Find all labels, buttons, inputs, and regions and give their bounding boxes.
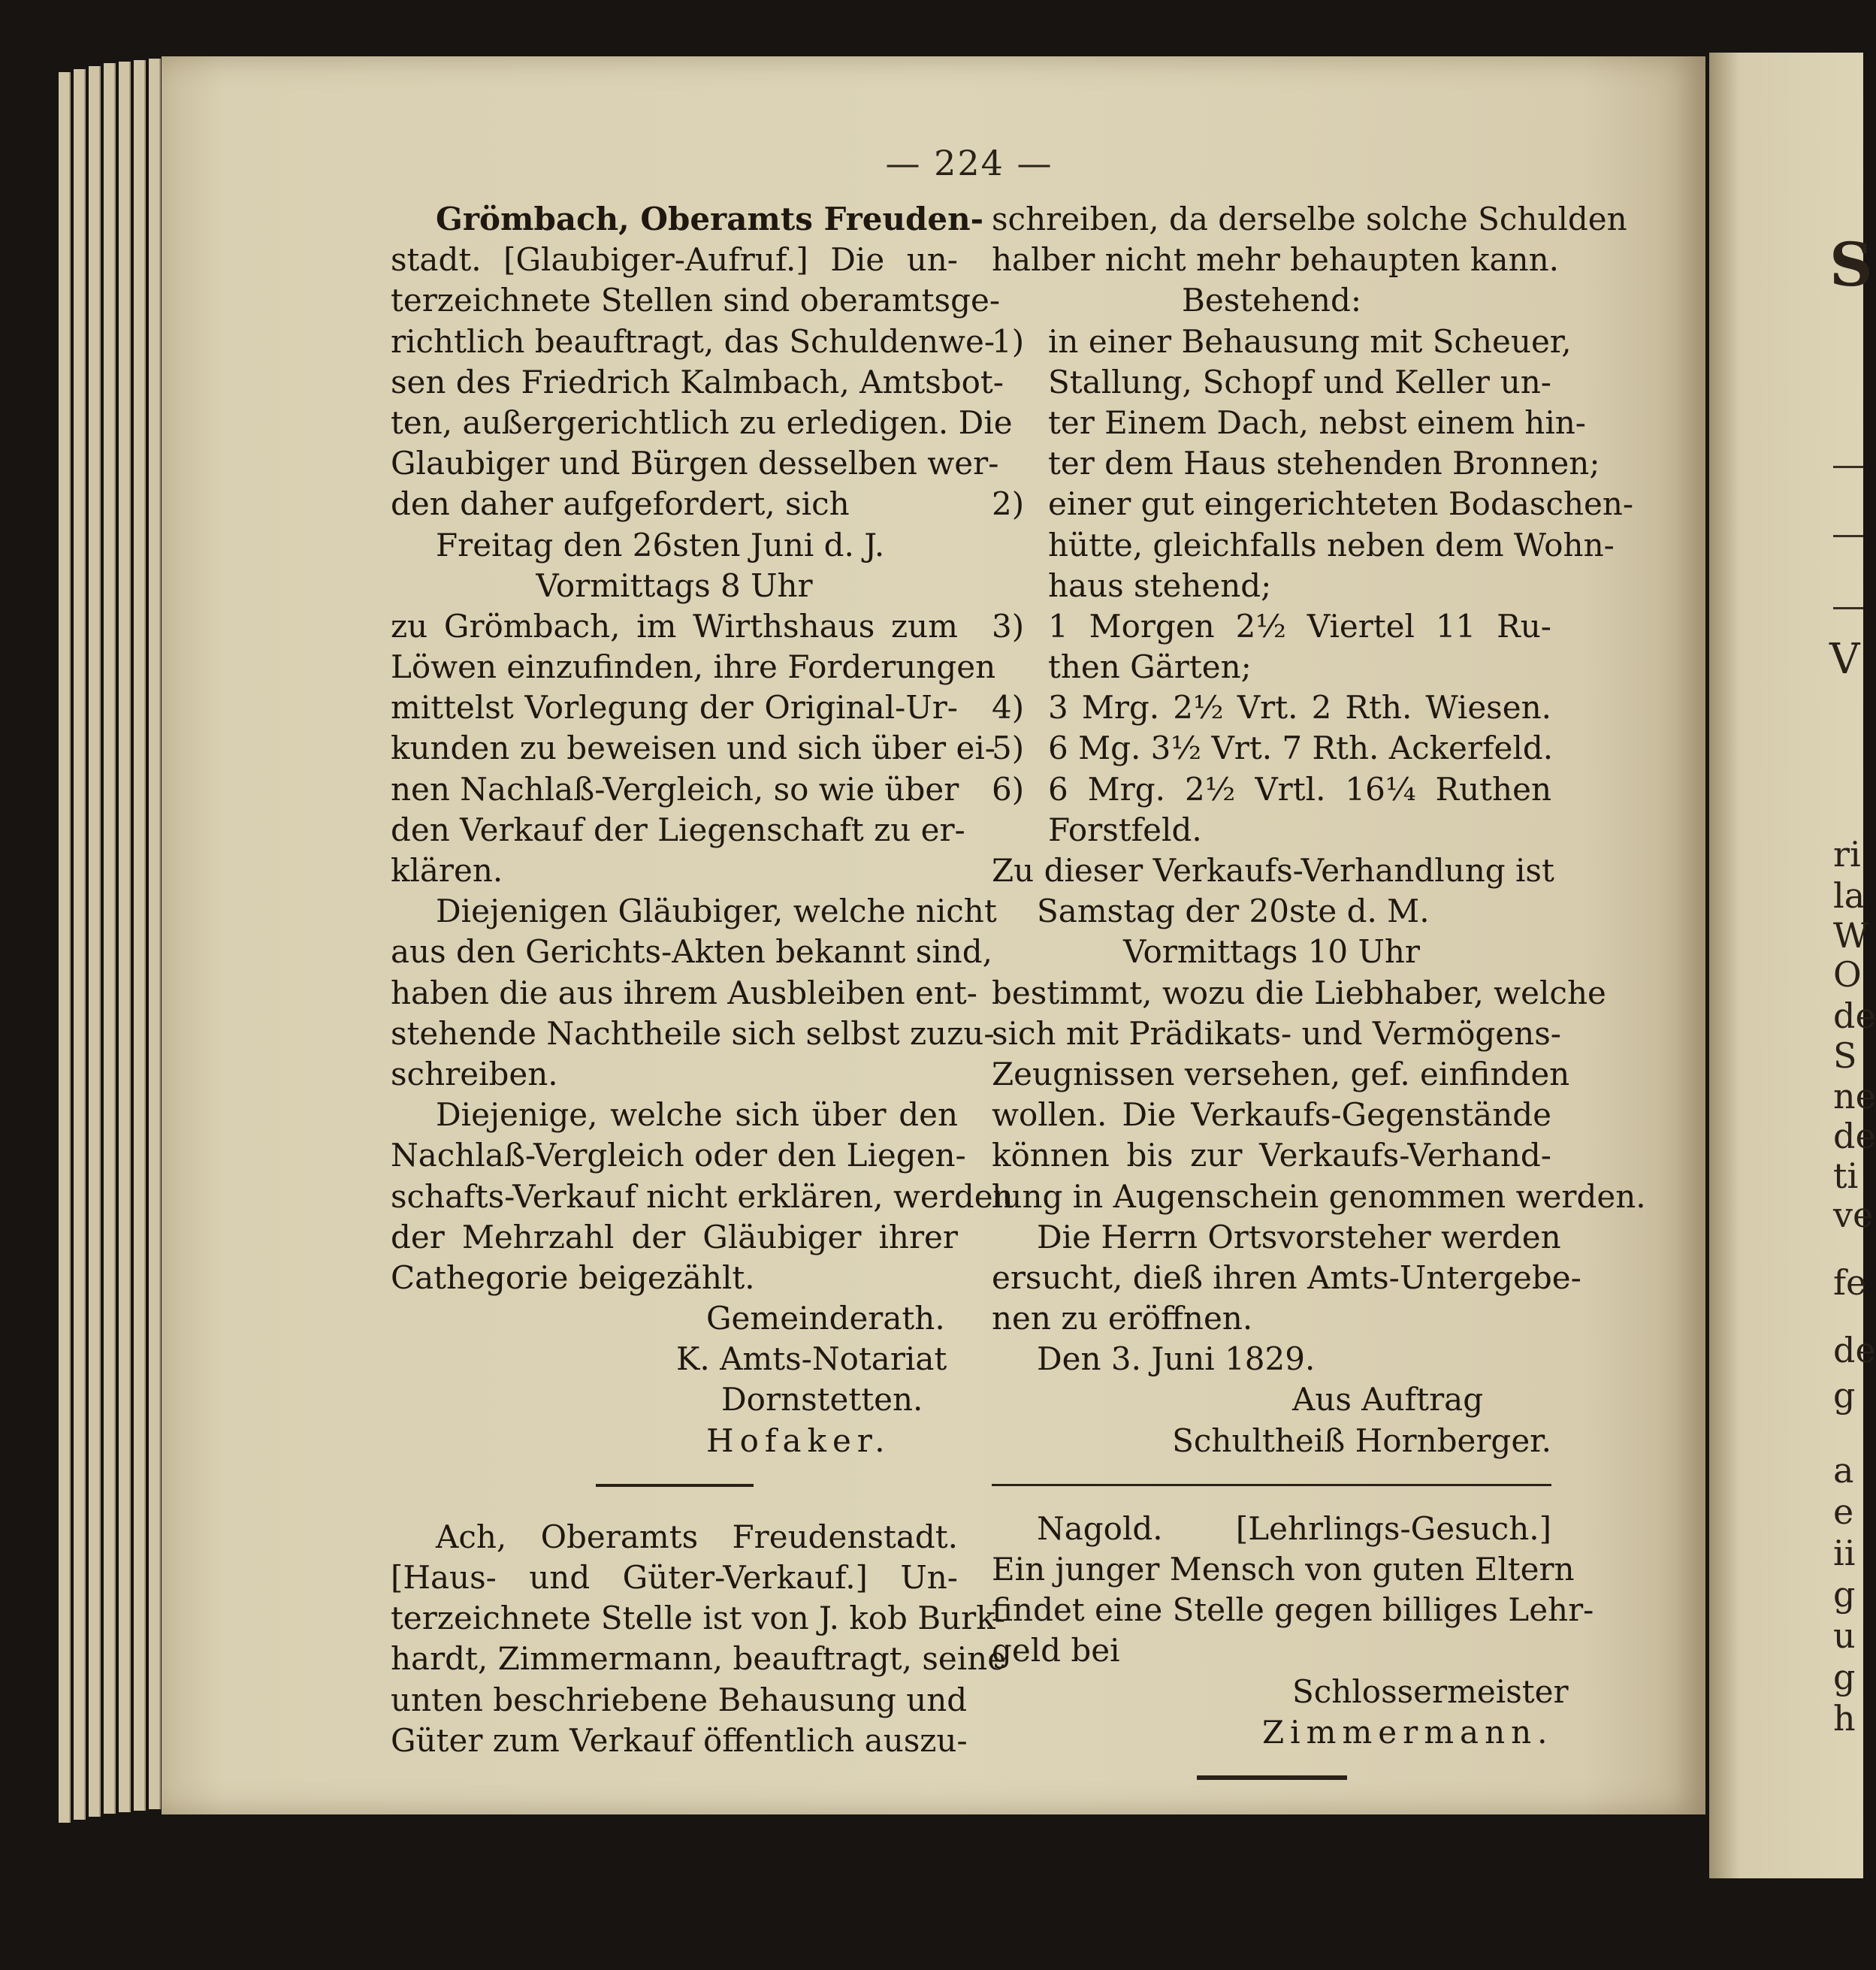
signature-line: Aus Auftrag (1292, 1381, 1484, 1419)
text-line: Cathegorie beigezählt. (391, 1258, 755, 1296)
book-edge (104, 63, 116, 1814)
list-number: 2) (992, 485, 1025, 523)
text-line: Forstfeld. (1048, 811, 1202, 848)
next-page-fragment: ti (1833, 1156, 1859, 1196)
text-line: aus den Gerichts-Akten bekannt sind, (391, 933, 992, 971)
text-line: [Haus- und Güter-Verkauf.] Un- (391, 1559, 958, 1596)
text-line: klären. (391, 852, 503, 889)
text-line: mittelst Vorlegung der Original-Ur- (391, 689, 958, 727)
text-line: den daher aufgefordert, sich (391, 485, 850, 523)
section-divider (992, 1484, 1551, 1486)
list-number: 5) (992, 730, 1025, 767)
text-line: Zu dieser Verkaufs-Verhandlung ist (992, 852, 1554, 889)
next-page-fragment: la (1833, 875, 1865, 916)
text-line: Löwen einzufinden, ihre Forderungen (391, 648, 996, 686)
meeting-date: Freitag den 26sten Juni d. J. (436, 526, 885, 564)
list-item (992, 484, 1634, 524)
sale-time: Vormittags 10 Uhr (1122, 933, 1420, 971)
list-number: 4) (992, 689, 1025, 727)
text-line: ten, außergerichtlich zu erledigen. Die (391, 403, 1013, 441)
text-line: der Mehrzahl der Gläubiger ihrer (391, 1218, 958, 1255)
text-line: Stallung, Schopf und Keller un- (1048, 363, 1551, 400)
text-line: geld bei (992, 1632, 1120, 1669)
next-page-fragment: O (1833, 954, 1862, 995)
text-line: stadt. [Glaubiger-Aufruf.] Die un- (391, 241, 958, 279)
list-number: 6) (992, 770, 1025, 808)
text-line: findet eine Stelle gegen billiges Lehr- (992, 1591, 1594, 1629)
text-line: terzeichnete Stelle ist von J. kob Burk- (391, 1600, 1006, 1637)
next-page-fragment: V (1829, 635, 1860, 684)
list-item (992, 322, 1572, 362)
next-page-fragment: h (1833, 1698, 1856, 1739)
book-edge (74, 69, 86, 1820)
next-page-fragment: de (1833, 1330, 1876, 1370)
text-line: ter Einem Dach, nebst einem hin- (1048, 403, 1586, 441)
list-item (992, 769, 1551, 810)
meeting-time: Vormittags 8 Uhr (536, 567, 813, 604)
list-text: 1 Morgen 2½ Viertel 11 Ru- (1048, 607, 1551, 645)
signature-name: Schultheiß Hornberger. (1172, 1422, 1551, 1459)
text-line: unten beschriebene Behausung und (391, 1681, 968, 1718)
next-page-edge (1709, 53, 1876, 1878)
list-item (992, 687, 1551, 728)
list-item (992, 728, 1554, 769)
notice-heading: Grömbach, Oberamts Freuden- (436, 201, 984, 237)
signature-name: Zimmermann. (1262, 1713, 1554, 1751)
list-heading: Bestehend: (1182, 282, 1361, 319)
text-line: den Verkauf der Liegenschaft zu er- (391, 811, 965, 848)
list-number: 1) (992, 322, 1025, 360)
signature-line: K. Amts-Notariat (676, 1340, 947, 1378)
next-page-fragment: a (1833, 1450, 1854, 1491)
right-column (992, 199, 1646, 1795)
text-line: kunden zu beweisen und sich über ei- (391, 730, 995, 767)
list-text: 6 Mrg. 2½ Vrtl. 16¼ Ruthen (1048, 770, 1551, 808)
text-line: nen Nachlaß-Vergleich, so wie über (391, 770, 959, 808)
signature-name: Hofaker. (706, 1422, 891, 1459)
sale-date: Samstag der 20ste d. M. (1037, 893, 1430, 930)
next-page-fragment: de (1833, 996, 1876, 1036)
signature-line: Schlossermeister (1292, 1672, 1569, 1710)
text-line: stehende Nachtheile sich selbst zuzu- (391, 1014, 995, 1052)
document-date: Den 3. Juni 1829. (1037, 1340, 1316, 1378)
next-page-fragment: g (1833, 1574, 1856, 1615)
text-line: hütte, gleichfalls neben dem Wohn- (1048, 526, 1615, 564)
list-text: 3 Mrg. 2½ Vrt. 2 Rth. Wiesen. (1048, 689, 1551, 727)
text-line: wollen. Die Verkaufs-Gegenstände (992, 1096, 1551, 1134)
next-page-fragment: e (1833, 1491, 1854, 1532)
text-line: schafts-Verkauf nicht erklären, werden (391, 1177, 1014, 1215)
text-line: Zeugnissen versehen, gef. einfinden (992, 1055, 1570, 1092)
book-edge (134, 60, 146, 1811)
text-line: richtlich beauftragt, das Schuldenwe- (391, 322, 995, 360)
text-line: Ein junger Mensch von guten Eltern (992, 1551, 1575, 1588)
left-column (391, 199, 1014, 1761)
text-line: ersucht, dieß ihren Amts-Untergebe- (992, 1258, 1581, 1296)
text-line: sen des Friedrich Kalmbach, Amtsbot- (391, 363, 1004, 400)
book-edge (119, 62, 131, 1812)
list-text: einer gut eingerichteten Bodaschen- (1048, 485, 1634, 523)
next-page-fragment: ri (1833, 834, 1861, 875)
book-edge (89, 66, 101, 1817)
text-line: Diejenigen Gläubiger, welche nicht (436, 893, 997, 930)
text-line: lung in Augenschein genommen werden. (992, 1177, 1646, 1215)
next-page-fragment: g (1833, 1375, 1856, 1416)
list-item (992, 606, 1551, 647)
text-line: halber nicht mehr behaupten kann. (992, 241, 1559, 279)
next-page-rule (1833, 466, 1863, 468)
section-divider (1197, 1775, 1347, 1780)
next-page-fragment: ii (1833, 1533, 1856, 1573)
list-number: 3) (992, 607, 1025, 645)
next-page-fragment: g (1833, 1657, 1856, 1697)
text-line: Nachlaß-Vergleich oder den Liegen- (391, 1137, 966, 1174)
next-page-fragment: de (1833, 1116, 1876, 1156)
text-line: nen zu eröffnen. (992, 1300, 1253, 1337)
text-line: schreiben, da derselbe solche Schulden (992, 201, 1627, 237)
next-page-rule (1833, 535, 1863, 537)
signature-line: Gemeinderath. (706, 1300, 945, 1337)
next-page-fragment: S (1833, 1035, 1857, 1076)
next-page-fragment: S (1829, 229, 1873, 300)
page-number: — 224 — (885, 143, 1053, 183)
next-page-fragment: u (1833, 1615, 1856, 1656)
book-edge (149, 59, 161, 1809)
text-line: können bis zur Verkaufs-Verhand- (992, 1137, 1551, 1174)
text-line: Die Herrn Ortsvorsteher werden (1037, 1218, 1561, 1255)
book-edge (59, 72, 71, 1823)
text-line: haben die aus ihrem Ausbleiben ent- (391, 974, 977, 1011)
section-divider (596, 1484, 754, 1487)
text-line: haus stehend; (1048, 567, 1272, 604)
list-text: 6 Mg. 3½ Vrt. 7 Rth. Ackerfeld. (1048, 730, 1554, 767)
text-line: sich mit Prädikats- und Vermögens- (992, 1014, 1561, 1052)
next-page-fragment: ve (1833, 1195, 1874, 1235)
text-line: Güter zum Verkauf öffentlich auszu- (391, 1721, 968, 1759)
list-text: in einer Behausung mit Scheuer, (1048, 322, 1572, 360)
text-line: Glaubiger und Bürgen desselben wer- (391, 445, 999, 482)
next-page-fragment: ne (1833, 1076, 1876, 1116)
next-page-rule (1833, 607, 1863, 609)
signature-line: Dornstetten. (721, 1381, 923, 1419)
text-line: hardt, Zimmermann, beauftragt, seine (391, 1640, 1007, 1678)
next-page-fragment: fe (1833, 1262, 1867, 1303)
notice-heading: Nagold. [Lehrlings-Gesuch.] (1037, 1509, 1551, 1547)
text-line: then Gärten; (1048, 648, 1252, 686)
text-line: Diejenige, welche sich über den (436, 1096, 958, 1134)
next-page-fragment: W (1833, 915, 1869, 956)
text-line: zu Grömbach, im Wirthshaus zum (391, 607, 958, 645)
text-line: ter dem Haus stehenden Bronnen; (1048, 445, 1600, 482)
text-line: bestimmt, wozu die Liebhaber, welche (992, 974, 1606, 1011)
notice-heading: Ach, Oberamts Freudenstadt. (436, 1518, 958, 1555)
text-line: schreiben. (391, 1055, 558, 1092)
text-line: terzeichnete Stellen sind oberamtsge- (391, 282, 1001, 319)
